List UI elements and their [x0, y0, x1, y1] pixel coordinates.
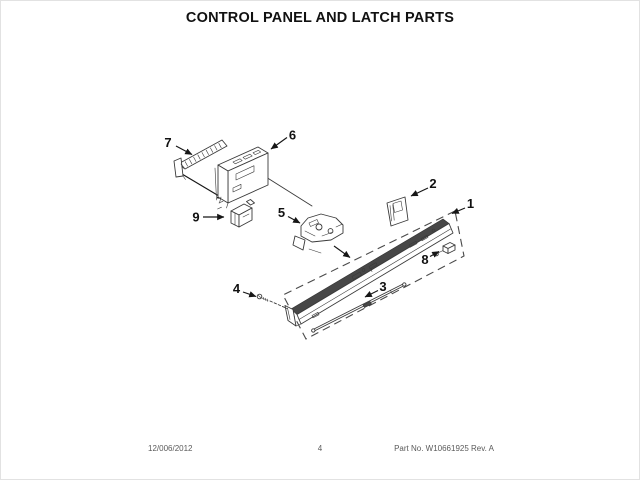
- callout-4-label: 4: [232, 281, 241, 296]
- callout-9: [192, 210, 224, 225]
- callout-4: [233, 281, 256, 297]
- footer-date: 12/006/2012: [148, 444, 193, 453]
- callout-5: [278, 205, 300, 223]
- callout-6: [271, 128, 296, 150]
- part-2-access-plate: [387, 197, 408, 226]
- callout-6-label: 6: [288, 127, 297, 143]
- page-title: CONTROL PANEL AND LATCH PARTS: [185, 10, 455, 26]
- callout-1: [452, 196, 474, 214]
- callout-2-label: 2: [429, 176, 437, 191]
- part-4-screw: [257, 294, 287, 308]
- callout-7: [164, 135, 192, 155]
- callout-2: [411, 176, 437, 196]
- part-6-control-unit: [215, 147, 268, 209]
- footer-part-number: Part No. W10661925 Rev. A: [394, 444, 494, 453]
- part-8-bracket-screw: [435, 243, 455, 256]
- footer-page-number: 4: [317, 444, 323, 453]
- callout-1-label: 1: [466, 196, 475, 211]
- part-9-clip: [231, 200, 255, 228]
- callout-5-label: 5: [277, 205, 286, 220]
- page-footer: [0, 444, 640, 458]
- callout-8-label: 8: [421, 252, 429, 267]
- callout-9-label: 9: [192, 209, 200, 225]
- callout-7-label: 7: [164, 135, 172, 150]
- callout-3-label: 3: [379, 279, 387, 294]
